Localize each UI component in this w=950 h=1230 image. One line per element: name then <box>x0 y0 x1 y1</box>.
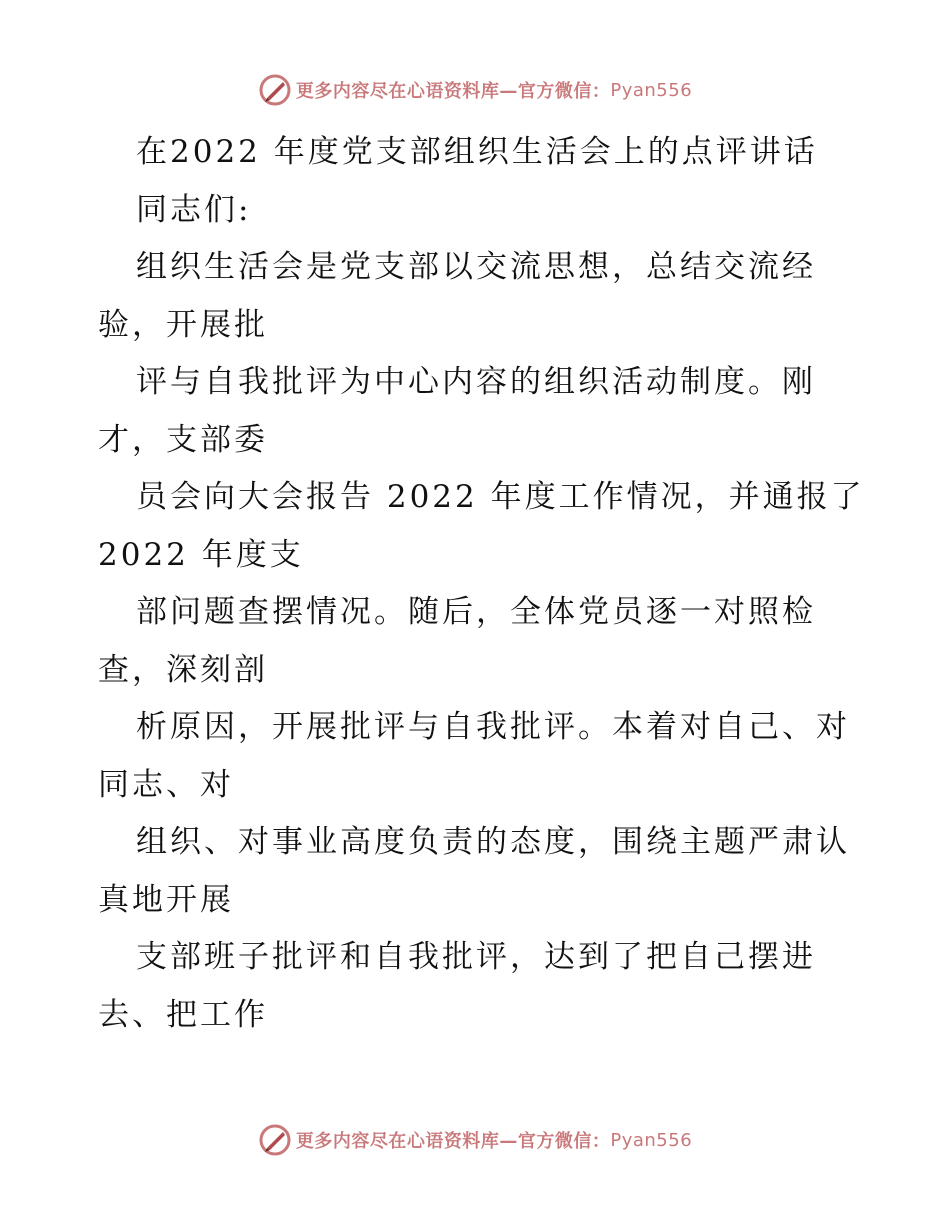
text-line: 去、把工作 <box>98 996 268 1033</box>
document-body <box>98 124 888 1044</box>
header-banner <box>0 70 950 110</box>
text-line: 析原因，开展批评与自我批评。本着对自己、对 <box>136 709 850 745</box>
quill-pen-icon <box>258 73 292 107</box>
text-line: 验，开展批 <box>98 306 268 343</box>
footer-banner <box>0 1120 950 1160</box>
text-line: 在2022 年度党支部组织生活会上的点评讲话 <box>136 134 818 170</box>
text-line: 组织、对事业高度负责的态度，围绕主题严肃认 <box>136 824 850 860</box>
banner-wechat-id: Pyan556 <box>610 1129 693 1151</box>
text-line: 2022 年度支 <box>98 536 304 573</box>
text-line: 才，支部委 <box>98 421 268 458</box>
text-line: 查，深刻剖 <box>98 651 268 688</box>
text-line: 支部班子批评和自我批评，达到了把自己摆进 <box>136 939 816 975</box>
text-line: 部问题查摆情况。随后，全体党员逐一对照检 <box>136 594 816 630</box>
text-line: 组织生活会是党支部以交流思想，总结交流经 <box>136 249 816 285</box>
text-line: 真地开展 <box>98 881 234 918</box>
text-line: 同志们: <box>136 191 252 228</box>
banner-wechat-id: Pyan556 <box>610 79 693 101</box>
banner-text: 更多内容尽在心语资料库—官方微信： <box>295 81 611 102</box>
banner-text: 更多内容尽在心语资料库—官方微信： <box>295 1131 611 1152</box>
quill-pen-icon <box>258 1123 292 1157</box>
text-line: 员会向大会报告 2022 年度工作情况，并通报了 <box>136 479 865 515</box>
text-line: 评与自我批评为中心内容的组织活动制度。刚 <box>136 364 816 400</box>
text-line: 同志、对 <box>98 766 234 803</box>
